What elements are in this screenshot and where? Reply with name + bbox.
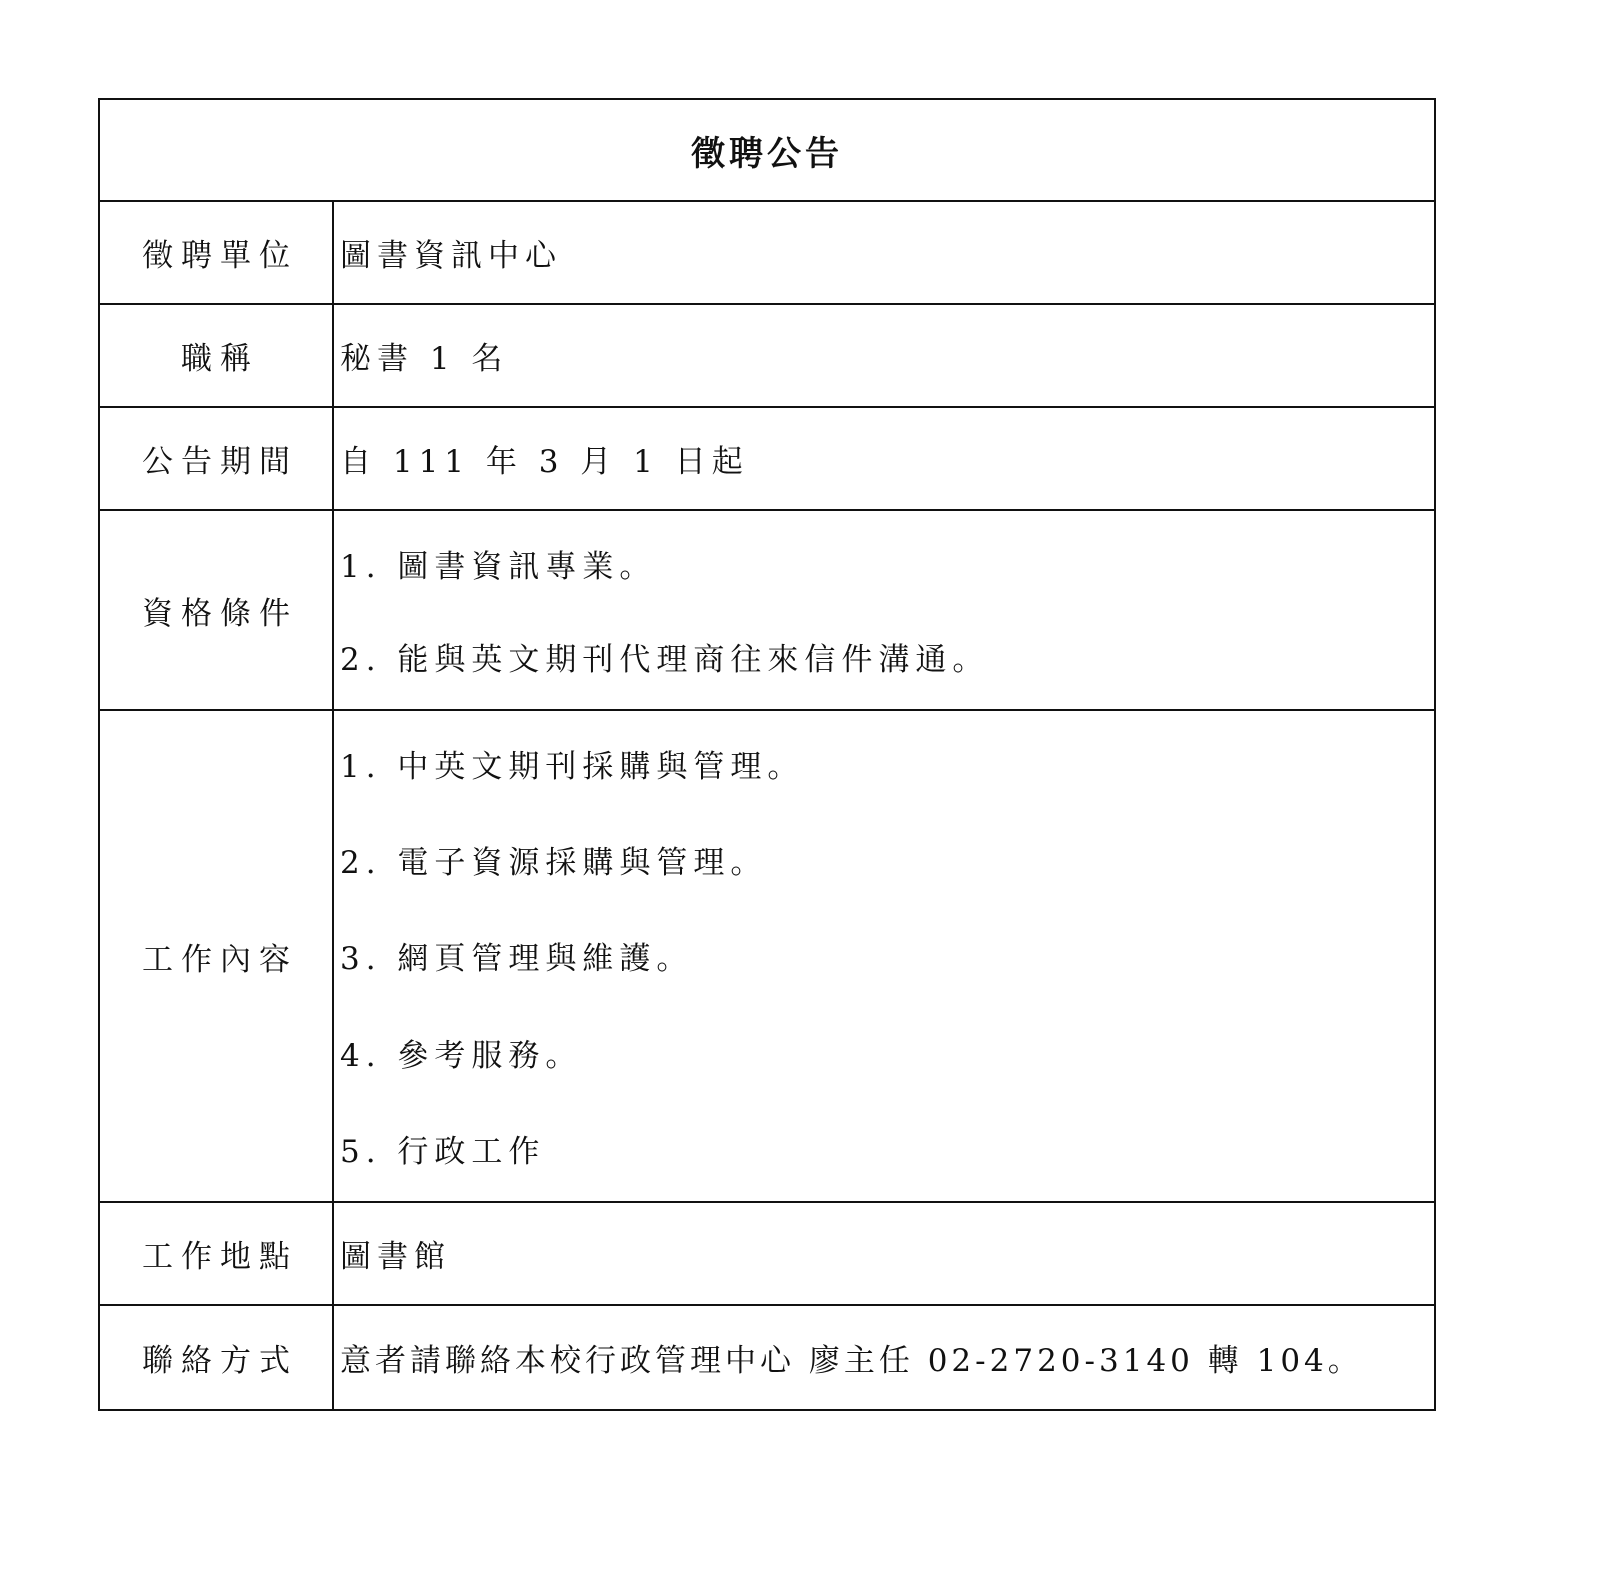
- row-hiring-unit: [100, 202, 1434, 305]
- row-job-title: [100, 305, 1434, 408]
- row-job-duties: [100, 711, 1434, 1203]
- row-label-contact: 聯絡方式: [100, 1306, 334, 1409]
- job-notice-table: [98, 98, 1436, 1411]
- duty-item: 3. 網頁管理與維護。: [340, 941, 694, 978]
- row-label-hiring-unit: 徵聘單位: [100, 202, 334, 303]
- notice-title: 徵聘公告: [100, 100, 1434, 202]
- row-value-hiring-unit: [334, 202, 1434, 303]
- hiring-unit-text: 圖書資訊中心: [340, 238, 562, 274]
- work-location-text: 圖書館: [340, 1239, 451, 1275]
- row-value-contact: [334, 1306, 1434, 1409]
- contact-text: 意者請聯絡本校行政管理中心 廖主任 02-2720-3140 轉 104。: [340, 1343, 1363, 1379]
- job-title-text: 秘書 1 名: [340, 341, 509, 377]
- row-posting-period: [100, 408, 1434, 511]
- row-label-qualifications: 資格條件: [100, 511, 334, 709]
- row-contact: [100, 1306, 1434, 1409]
- qualification-item: 1. 圖書資訊專業。: [340, 549, 657, 585]
- row-value-job-title: [334, 305, 1434, 406]
- duty-item: 1. 中英文期刊採購與管理。: [340, 748, 805, 785]
- row-qualifications: [100, 511, 1434, 711]
- row-value-work-location: [334, 1203, 1434, 1304]
- duty-item: 2. 電子資源採購與管理。: [340, 845, 768, 882]
- row-value-posting-period: [334, 408, 1434, 509]
- row-work-location: [100, 1203, 1434, 1306]
- posting-period-text: 自 111 年 3 月 1 日起: [340, 444, 749, 480]
- row-label-job-title: 職稱: [100, 305, 334, 406]
- duty-item: 5. 行政工作: [340, 1134, 546, 1171]
- row-value-qualifications: [334, 511, 1434, 709]
- qualification-item: 2. 能與英文期刊代理商往來信件溝通。: [340, 642, 990, 678]
- row-label-job-duties: 工作內容: [100, 711, 334, 1201]
- row-label-work-location: 工作地點: [100, 1203, 334, 1304]
- row-label-posting-period: 公告期間: [100, 408, 334, 509]
- duty-item: 4. 參考服務。: [340, 1037, 583, 1074]
- row-value-job-duties: [334, 711, 1434, 1201]
